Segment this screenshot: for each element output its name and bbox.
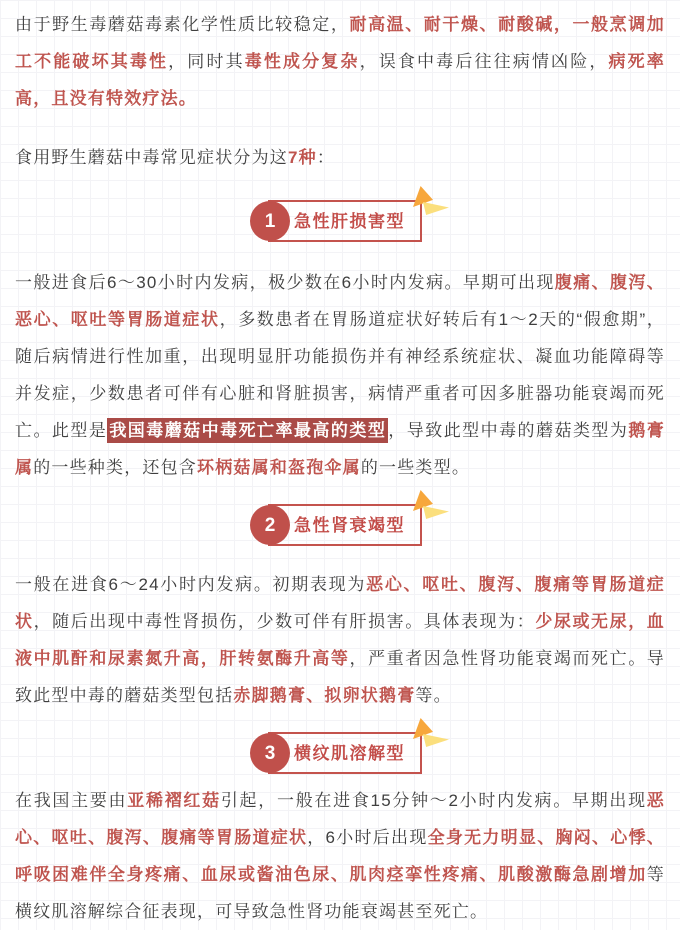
intro-paragraph: 由于野生毒蘑菇毒素化学性质比较稳定，耐高温、耐干燥、耐酸碱，一般烹调加工不能破坏其毒性，同时其毒性成分复杂，误食中毒后往往病情凶险，病死率高，且没有特效疗法。: [15, 15, 665, 108]
lead-paragraph: 食用野生蘑菇中毒常见症状分为这7种：: [15, 148, 336, 167]
corner-flag-yellow-icon: [423, 734, 449, 747]
section-2-number-badge: 2: [250, 505, 290, 545]
corner-flag-yellow-icon: [423, 202, 449, 215]
section-1-number-badge: 1: [250, 201, 290, 241]
section-1-title: 急性肝损害型: [294, 211, 405, 231]
section-1-header: [264, 200, 422, 242]
section-2-header: [264, 504, 422, 546]
section-3-number-badge: 3: [250, 733, 290, 773]
section-1-body-paragraph: 一般进食后6～30小时内发病，极少数在6小时内发病。早期可出现腹痛、腹泻、恶心、呕吐等胃肠道症状，多数患者在胃肠道症状好转后有1～2天的“假愈期”，随后病情进行性加重，出现明显肝功能损伤并有神经系统症状、凝血功能障碍等并发症，少数患者可伴有心脏和肾脏损害，病情严重者可因多脏器功能衰竭而死亡。此型是 我国毒蘑菇中毒死亡率最高的类型 ，导致此型中毒的蘑菇类型为鹅膏属的一些种类，还包含环柄菇属和盔孢伞属的一些类型。: [15, 273, 666, 477]
section-2-title: 急性肾衰竭型: [294, 515, 405, 535]
section-3-header-row: [15, 732, 665, 774]
section-2-header-row: [15, 504, 665, 546]
section-1-header-row: [15, 200, 665, 242]
section-3-body-paragraph: 在我国主要由亚稀褶红菇引起，一般在进食15分钟～2小时内发病。早期出现恶心、呕吐、腹泻、腹痛等胃肠道症状，6小时后出现全身无力明显、胸闷、心悸、呼吸困难伴全身疼痛、血尿或酱油色尿、肌肉痉挛性疼痛、肌酸激酶急剧增加等横纹肌溶解综合征表现，可导致急性肾功能衰竭甚至死亡。: [15, 791, 665, 921]
section-3-header: [264, 732, 422, 774]
corner-flag-yellow-icon: [423, 506, 449, 519]
section-2-body-paragraph: 一般在进食6～24小时内发病。初期表现为恶心、呕吐、腹泻、腹痛等胃肠道症状，随后出现中毒性肾损伤，少数可伴有肝损害。具体表现为：少尿或无尿，血液中肌酐和尿素氮升高，肝转氨酶升高等，严重者因急性肾功能衰竭而死亡。导致此型中毒的蘑菇类型包括赤脚鹅膏、拟卵状鹅膏等。: [15, 575, 666, 705]
section-3-title: 横纹肌溶解型: [294, 743, 405, 763]
